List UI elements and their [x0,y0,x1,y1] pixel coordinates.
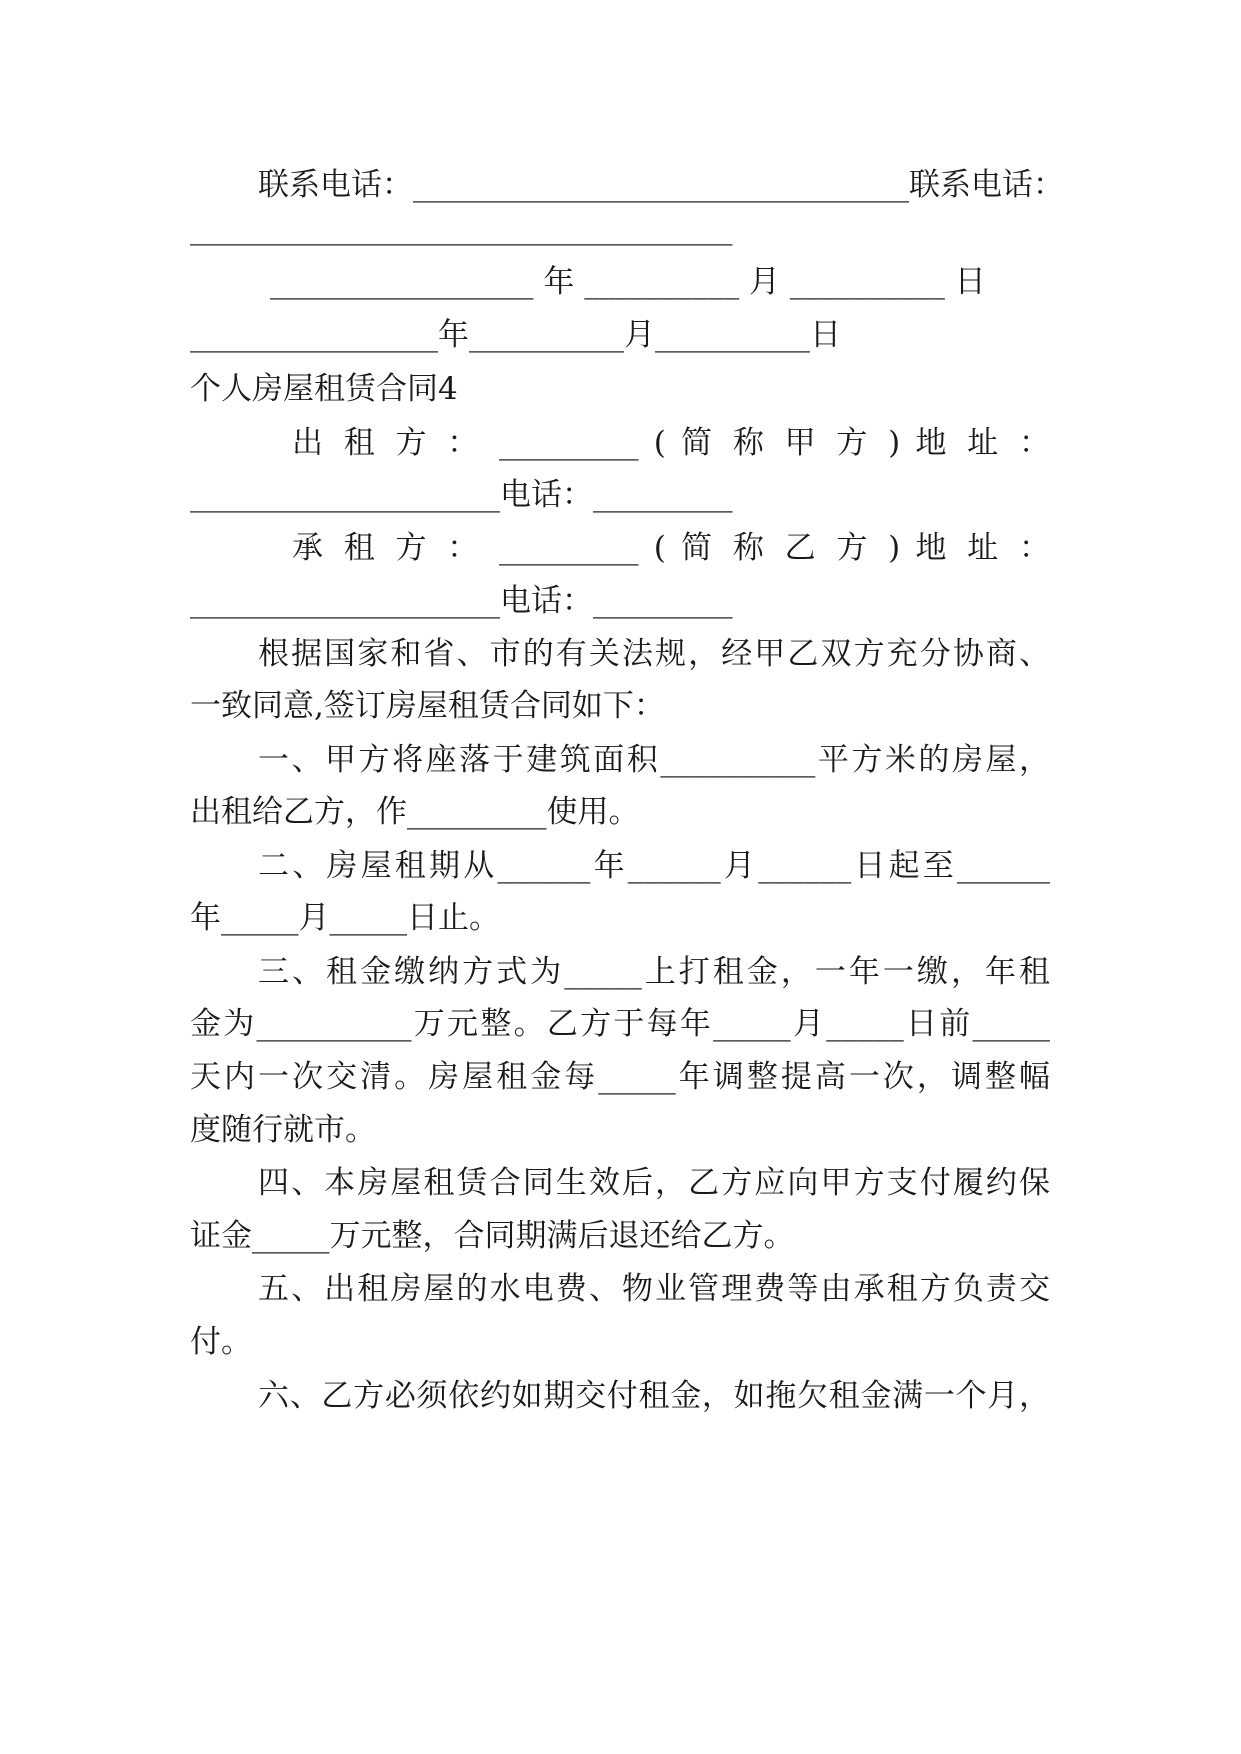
blank-line: ___________________________________ [190,210,733,246]
section-title: 个人房屋租赁合同4 [190,371,458,407]
lessor-line: 出 租 方 ： _________ ( 简 称 甲 方 ) 地 址 ： [292,425,1050,461]
clause-1-line-1: 一、甲方将座落于建筑面积__________平方米的房屋， [258,742,1050,778]
clause-1-line-2: 出租给乙方，作_________使用。 [190,794,640,830]
date-line-1: _________________ 年 __________ 月 __________ 日 [270,264,986,300]
clause-2-line-1: 二、房屋租期从______年______月______日起至______ [258,848,1050,884]
clause-5-line-2: 付。 [190,1324,252,1360]
clause-4-line-2: 证金_____万元整，合同期满后退还给乙方。 [190,1218,795,1254]
clause-4-line-1: 四、本房屋租赁合同生效后，乙方应向甲方支付履约保 [258,1165,1050,1201]
clause-6-line-1: 六、乙方必须依约如期交付租金，如拖欠租金满一个月， [258,1378,1050,1414]
clause-3-line-2: 金为__________万元整。乙方于每年_____月_____日前_____ [190,1006,1050,1042]
lessor-phone-line: ____________________电话：_________ [190,477,733,513]
clause-2-line-2: 年_____月_____日止。 [190,900,500,936]
lessee-phone-line: ____________________电话：_________ [190,583,733,619]
date-line-2: ________________年__________月__________日 [190,317,841,353]
lessee-line: 承 租 方 ： _________ ( 简 称 乙 方 ) 地 址 ： [292,530,1050,566]
clause-3-line-1: 三、租金缴纳方式为_____上打租金，一年一缴，年租 [258,954,1050,990]
preamble-line-1: 根据国家和省、市的有关法规，经甲乙双方充分协商、 [258,636,1050,672]
contact-phone-line: 联系电话：________________________________联系电话： [258,167,1064,203]
preamble-line-2: 一致同意,签订房屋租赁合同如下： [190,688,665,724]
clause-5-line-1: 五、出租房屋的水电费、物业管理费等由承租方负责交 [258,1271,1050,1307]
clause-3-line-3: 天内一次交清。房屋租金每_____年调整提高一次，调整幅 [190,1059,1050,1095]
clause-3-line-4: 度随行就市。 [190,1112,376,1148]
